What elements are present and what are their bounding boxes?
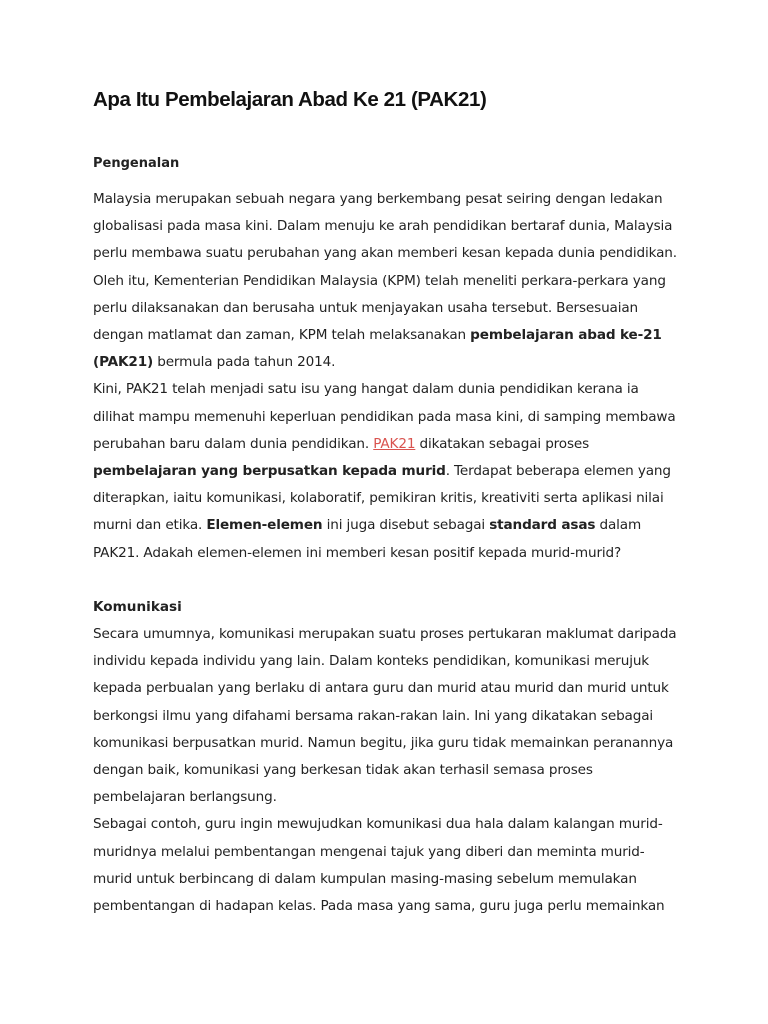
intro-p1-bold-1: pembelajaran abad ke-21 (PAK21)	[93, 327, 662, 371]
komunikasi-heading: Komunikasi	[93, 598, 182, 615]
intro-section	[93, 186, 683, 567]
intro-heading: Pengenalan	[93, 156, 180, 171]
intro-p1-text-1: Malaysia merupakan sebuah negara yang berkembang pesat seiring dengan ledakan globalisasi pada masa kini. Dalam menuju ke arah pendidikan bertaraf dunia, Malaysia perlu membawa suatu perubahan yang akan memberi kesan kepada dunia pendidikan. Oleh itu, Kementerian Pendidikan Malaysia (KPM) telah meneliti perkara-perkara yang perlu dilaksanakan dan berusaha untuk menjayakan usaha tersebut. Bersesuaian dengan matlamat dan zaman, KPM telah melaksanakan	[93, 191, 677, 344]
intro-paragraph-1	[93, 186, 683, 376]
intro-p1-text-2: bermula pada tahun 2014.	[153, 354, 336, 371]
document-page	[93, 86, 683, 920]
intro-p2-text-1: Kini, PAK21 telah menjadi satu isu yang hangat dalam dunia pendidikan kerana ia dilihat mampu memenuhi keperluan pendidikan pada masa kini, di samping membawa perubahan baru dalam dunia pendidikan.	[93, 381, 676, 452]
document-title: Apa Itu Pembelajaran Abad Ke 21 (PAK21)	[93, 88, 487, 111]
pak21-link[interactable]: PAK21	[373, 435, 416, 452]
intro-p2-bold-2: Elemen-elemen	[206, 517, 323, 534]
komunikasi-paragraph-1: Secara umumnya, komunikasi merupakan suatu proses pertukaran maklumat daripada individu kepada individu yang lain. Dalam konteks pendidikan, komunikasi merujuk kepada perbualan yang berlaku di antara guru dan murid atau murid dan murid untuk berkongsi ilmu yang difahami bersama rakan-rakan lain. Ini yang dikatakan sebagai komunikasi berpusatkan murid. Namun begitu, jika guru tidak memainkan peranannya dengan baik, komunikasi yang berkesan tidak akan terhasil semasa proses pembelajaran berlangsung.	[93, 626, 677, 806]
intro-p2-bold-3: standard asas	[489, 517, 596, 534]
intro-p2-text-4: ini juga disebut sebagai	[322, 517, 490, 534]
intro-p2-text-5: dalam PAK21. Adakah elemen-elemen ini memberi kesan positif kepada murid-murid?	[93, 517, 642, 561]
komunikasi-paragraph-2: Sebagai contoh, guru ingin mewujudkan komunikasi dua hala dalam kalangan murid-muridnya melalui pembentangan mengenai tajuk yang diberi dan meminta murid-murid untuk berbincang di dalam kumpulan masing-masing sebelum memulakan pembentangan di hadapan kelas. Pada masa yang sama, guru juga perlu memainkan	[93, 816, 665, 915]
intro-paragraph-2	[93, 376, 683, 566]
intro-p2-text-2: dikatakan sebagai proses	[415, 435, 590, 452]
komunikasi-section	[93, 621, 683, 920]
intro-p2-bold-1: pembelajaran yang berpusatkan kepada murid	[93, 463, 446, 480]
intro-p2-text-3: . Terdapat beberapa elemen yang diterapkan, iaitu komunikasi, kolaboratif, pemikiran kritis, kreativiti serta aplikasi nilai murni dan etika.	[93, 463, 671, 534]
